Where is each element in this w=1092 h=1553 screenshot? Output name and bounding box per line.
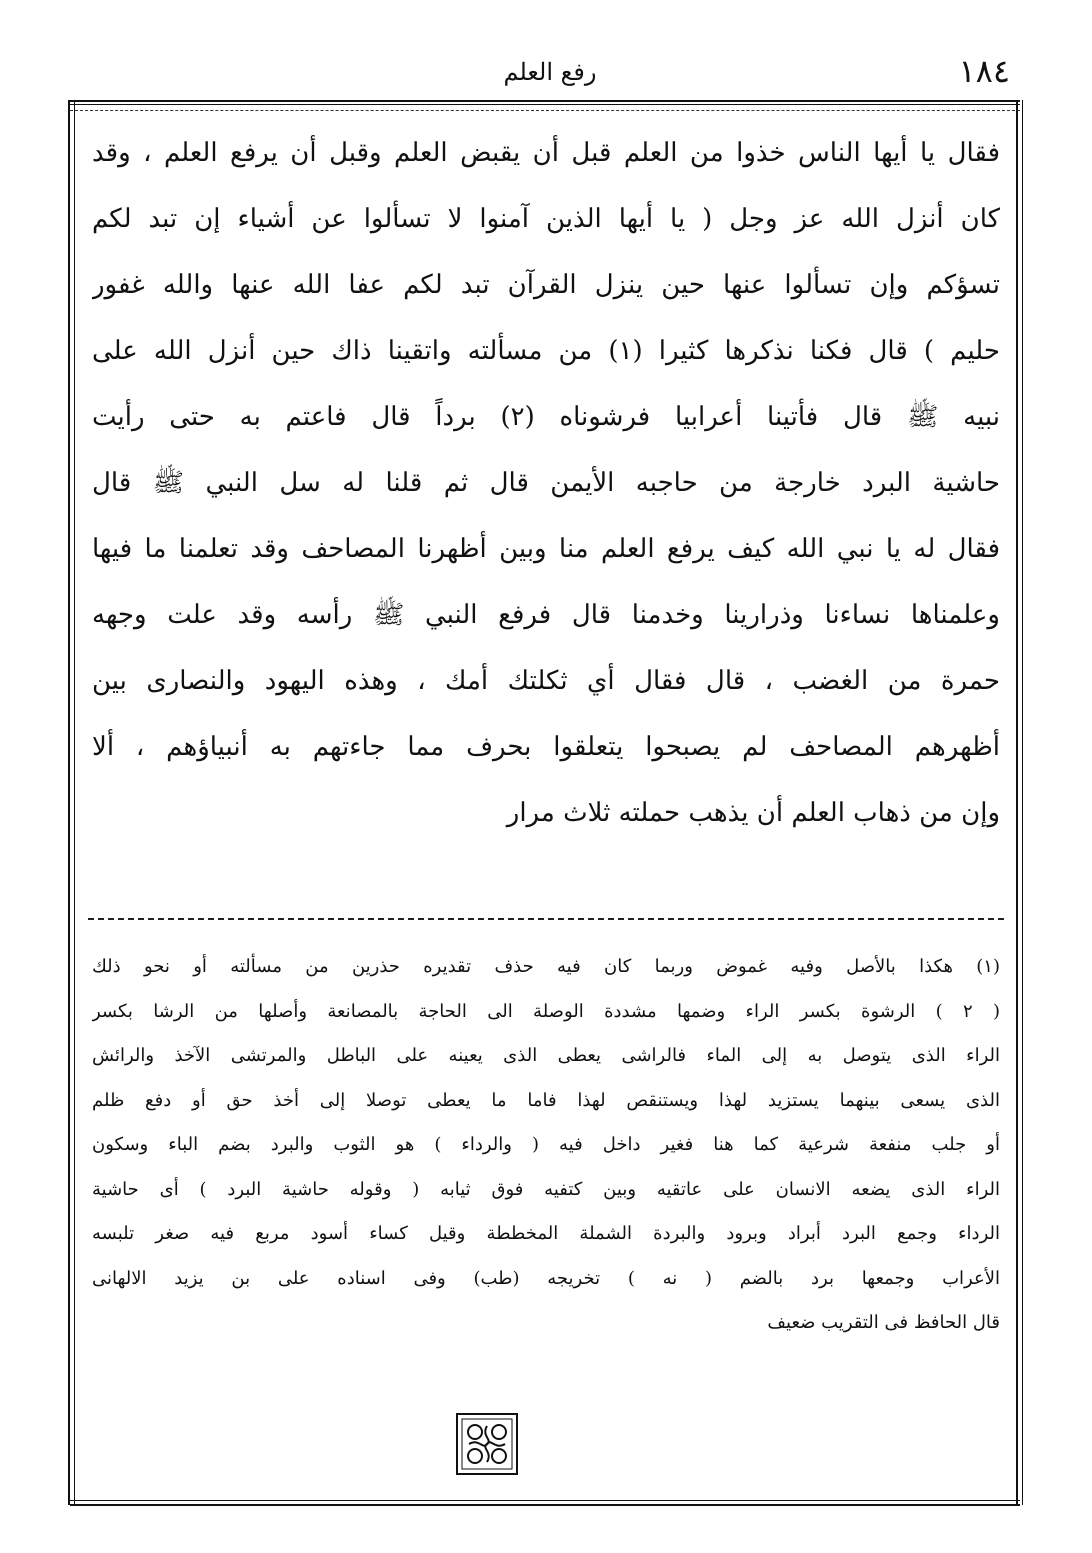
main-text-body (92, 120, 1000, 910)
footnote-line: الراء الذى يضعه الانسان على عاتقيه وبين كتفيه فوق ثيابه ( وقوله حاشية البرد ) أى حاشية (92, 1178, 1000, 1200)
footnote-separator (88, 918, 1004, 920)
footnote-line: قال الحافظ فى التقريب ضعيف (767, 1312, 1000, 1333)
frame-top-inner-border (70, 110, 1020, 111)
ornament-icon (455, 1412, 519, 1476)
footnote-line: أو جلب منفعة شرعية كما هنا فغير داخل فيه ( والرداء ) هو الثوب والبرد بضم الباء وسكون (92, 1134, 1000, 1155)
footnotes-block (92, 945, 1000, 1405)
footnote-line: الأعراب وجمعها برد بالضم ( نه ) تخريجه (طب) وفى اسناده على بن يزيد الالهانى (92, 1267, 1000, 1289)
main-text-line: نبيه ﷺ قال فأتينا أعرابيا فرشوناه (٢) برداً قال فاعتم به حتى رأيت (92, 402, 1000, 432)
main-text-line: حمرة من الغضب ، قال فقال أي ثكلتك أمك ، وهذه اليهود والنصارى بين (92, 666, 1000, 696)
main-text-line: وعلمناها نساءنا وذرارينا وخدمنا قال فرفع النبي ﷺ رأسه وقد علت وجهه (92, 600, 1000, 630)
frame-left-border (68, 100, 75, 1505)
main-text-line: حاشية البرد خارجة من حاجبه الأيمن قال ثم قلنا له سل النبي ﷺ قال (92, 468, 1000, 498)
frame-bottom-border (70, 1500, 1020, 1506)
main-text-line: كان أنزل الله عز وجل ( يا أيها الذين آمنوا لا تسألوا عن أشياء إن تبد لكم (92, 204, 1000, 234)
running-header-title: رفع العلم (503, 58, 597, 86)
main-text-line: حليم ) قال فكنا نذكرها كثيرا (١) من مسألته واتقينا ذاك حين أنزل الله على (92, 336, 1000, 366)
footnote-line: ( ٢ ) الرشوة بكسر الراء وضمها مشددة الوصلة الى الحاجة بالمصانعة وأصلها من الرشا بكسر (92, 1000, 1000, 1022)
frame-right-border (1016, 100, 1023, 1505)
footnote-line: (١) هكذا بالأصل وفيه غموض وربما كان فيه حذف تقديره حذرين من مسألته أو نحو ذلك (92, 956, 1000, 977)
footnote-line: الرداء وجمع البرد أبراد وبرود والبردة الشملة المخططة وقيل كساء أسود مربع فيه صغر تلبسه (92, 1223, 1000, 1244)
footnote-line: الذى يسعى بينهما يستزيد لهذا ويستنقص لهذا فاما ما يعطى توصلا إلى أخذ حق أو دفع ظلم (92, 1089, 1000, 1111)
main-text-line: فقال له يا نبي الله كيف يرفع العلم منا وبين أظهرنا المصاحف وقد تعلمنا ما فيها (92, 534, 1000, 564)
main-text-line: تسؤكم وإن تسألوا عنها حين ينزل القرآن تبد لكم عفا الله عنها والله غفور (92, 270, 1000, 300)
footnote-line: الراء الذى يتوصل به إلى الماء فالراشى يعطى الذى يعينه على الباطل والمرتشى الآخذ والرائش (92, 1045, 1000, 1066)
main-text-line: أظهرهم المصاحف لم يصبحوا يتعلقوا بحرف مما جاءتهم به أنبياؤهم ، ألا (92, 732, 1000, 762)
main-text-line: وإن من ذهاب العلم أن يذهب حملته ثلاث مرار (506, 798, 1000, 828)
frame-top-border (70, 100, 1020, 105)
page-number: ١٨٤ (958, 52, 1010, 90)
main-text-line: فقال يا أيها الناس خذوا من العلم قبل أن يقبض العلم وقبل أن يرفع العلم ، وقد (92, 138, 1000, 168)
